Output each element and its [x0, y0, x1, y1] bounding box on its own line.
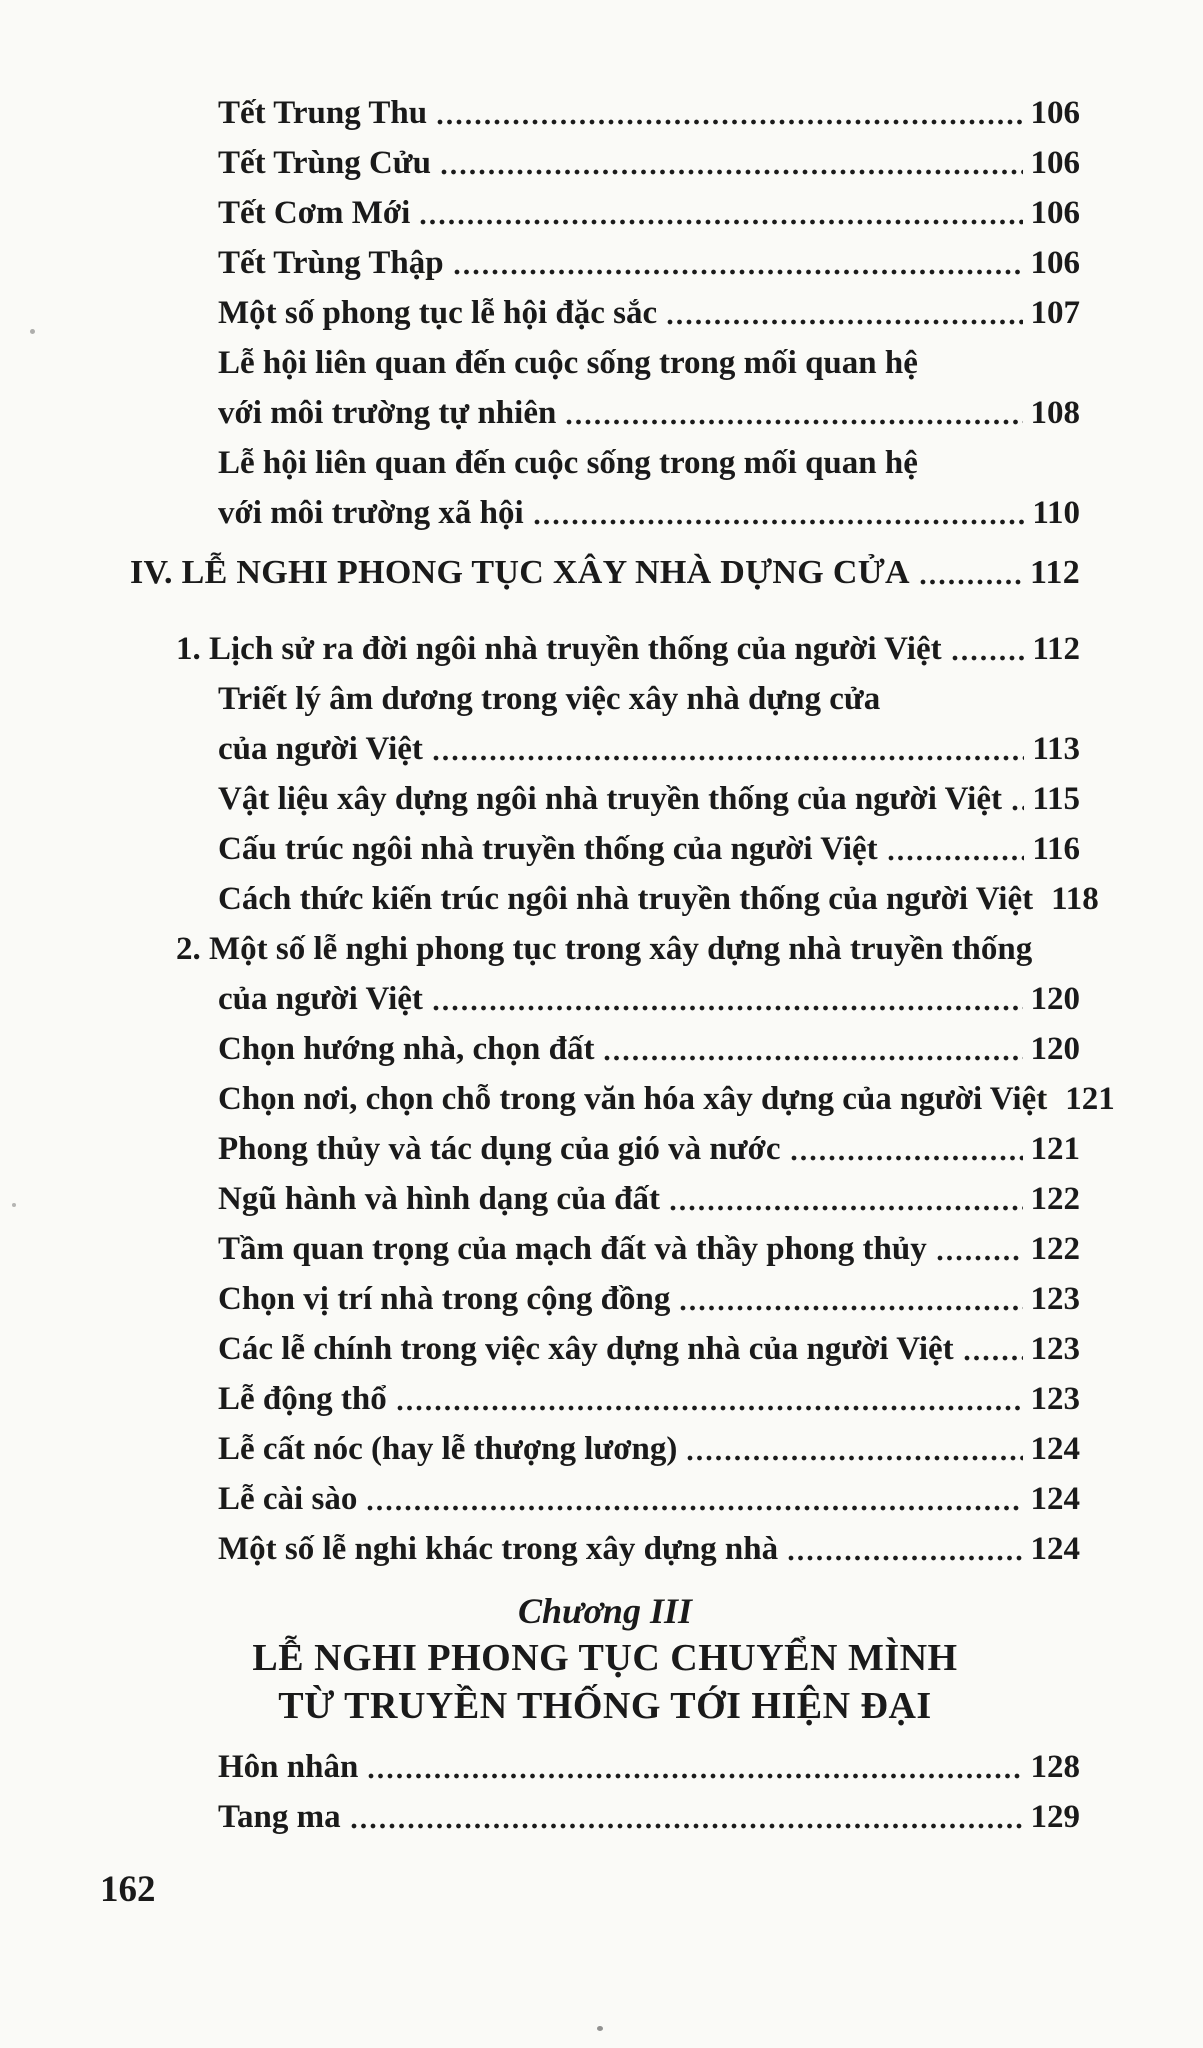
chapter-heading [130, 1588, 1080, 1730]
toc-entry-label: Vật liệu xây dựng ngôi nhà truyền thống của người Việt [218, 781, 1002, 817]
toc-entry-page: 124 [1030, 1531, 1080, 1567]
scan-speck [597, 2026, 603, 2031]
toc-entry-label: Lễ hội liên quan đến cuộc sống trong mối quan hệ [218, 345, 918, 381]
toc-entry-label: Cấu trúc ngôi nhà truyền thống của người Việt [218, 831, 878, 867]
toc-entry [218, 672, 1080, 722]
toc-entry [218, 972, 1080, 1022]
toc-entry [176, 922, 1080, 972]
toc-entry-label: Lễ động thổ [218, 1381, 387, 1417]
toc-entry-label: Tết Cơm Mới [218, 195, 411, 231]
dotted-leader [888, 855, 1025, 861]
toc-entry-page: 124 [1030, 1481, 1080, 1517]
toc-entry-page: 123 [1030, 1281, 1080, 1317]
toc-entry-page: 129 [1030, 1799, 1080, 1835]
toc-entry-label: Ngũ hành và hình dạng của đất [218, 1181, 661, 1217]
dotted-leader [397, 1405, 1023, 1411]
scan-speck [12, 1203, 16, 1207]
toc-entry [218, 822, 1080, 872]
dotted-leader [351, 1823, 1023, 1829]
toc-entry-page: 120 [1030, 1031, 1080, 1067]
toc-entry-page: 128 [1030, 1749, 1080, 1785]
dotted-leader [687, 1455, 1022, 1461]
toc-entry [218, 1122, 1080, 1172]
dotted-leader [420, 219, 1022, 225]
toc-entry-page: 115 [1032, 781, 1080, 817]
toc-entry [218, 1740, 1080, 1790]
dotted-leader [367, 1505, 1022, 1511]
dotted-leader [441, 169, 1023, 175]
toc-entry [218, 136, 1080, 186]
toc-entry-label: Lễ cất nóc (hay lễ thượng lương) [218, 1431, 678, 1467]
toc-entry [130, 546, 1080, 596]
toc-entry [218, 722, 1080, 772]
toc-entry-page: 106 [1030, 245, 1080, 281]
dotted-leader [952, 655, 1025, 661]
dotted-leader [437, 119, 1022, 125]
toc-entry [218, 1222, 1080, 1272]
chapter-title-line2: TỪ TRUYỀN THỐNG TỚI HIỆN ĐẠI [278, 1685, 932, 1727]
toc-entry [218, 486, 1080, 536]
toc-entry-page: 120 [1030, 981, 1080, 1017]
toc-entry [218, 1022, 1080, 1072]
dotted-leader [788, 1555, 1022, 1561]
dotted-leader [920, 579, 1022, 585]
toc-entry [218, 1522, 1080, 1572]
dotted-leader [667, 319, 1022, 325]
toc-entry-label: Tang ma [218, 1799, 341, 1835]
toc-entry [218, 1472, 1080, 1522]
dotted-leader [454, 269, 1023, 275]
toc-entry-label: Tết Trung Thu [218, 95, 428, 131]
dotted-leader [534, 519, 1025, 525]
toc-entry-label: của người Việt [218, 731, 423, 767]
toc-entry-label: Chọn hướng nhà, chọn đất [218, 1031, 595, 1067]
dotted-leader [604, 1055, 1022, 1061]
toc-list-after-heading [0, 1740, 1203, 1840]
toc-entry [218, 86, 1080, 136]
scan-speck [30, 329, 35, 334]
toc-entry [218, 1422, 1080, 1472]
toc-entry-page: 122 [1030, 1181, 1080, 1217]
toc-entry [218, 236, 1080, 286]
toc-entry-page: 124 [1030, 1431, 1080, 1467]
toc-entry-label: Một số lễ nghi khác trong xây dựng nhà [218, 1531, 779, 1567]
toc-entry-label: Các lễ chính trong việc xây dựng nhà của người Việt [218, 1331, 954, 1367]
dotted-leader [566, 419, 1022, 425]
toc-entry-page: 113 [1032, 731, 1080, 767]
dotted-leader [937, 1255, 1023, 1261]
toc-entry [218, 1372, 1080, 1422]
toc-entry-label: của người Việt [218, 981, 423, 1017]
toc-entry-label: Triết lý âm dương trong việc xây nhà dựng cửa [218, 681, 881, 717]
dotted-leader [1012, 805, 1024, 811]
toc-entry-label: 1. Lịch sử ra đời ngôi nhà truyền thống của người Việt [176, 631, 942, 667]
toc-entry-page: 106 [1030, 145, 1080, 181]
toc-entry-label: Cách thức kiến trúc ngôi nhà truyền thống của người Việt [218, 881, 1034, 917]
toc-entry-page: 118 [1051, 881, 1099, 917]
toc-entry-page: 121 [1030, 1131, 1080, 1167]
toc-entry [218, 772, 1080, 822]
dotted-leader [680, 1305, 1022, 1311]
chapter-kicker: Chương III [518, 1591, 692, 1631]
toc-entry-label: Hôn nhân [218, 1749, 359, 1785]
dotted-leader [791, 1155, 1023, 1161]
toc-entry-page: 122 [1030, 1231, 1080, 1267]
toc-entry-label: với môi trường xã hội [218, 495, 524, 531]
toc-entry [218, 872, 1099, 922]
toc-entry-label: Lễ cài sào [218, 1481, 358, 1517]
toc-entry-page: 123 [1030, 1331, 1080, 1367]
dotted-leader [433, 755, 1024, 761]
toc-entry-label: với môi trường tự nhiên [218, 395, 557, 431]
toc-entry [218, 386, 1080, 436]
dotted-leader [433, 1005, 1023, 1011]
toc-entry [218, 186, 1080, 236]
toc-entry [218, 1322, 1080, 1372]
toc-entry-label: Chọn vị trí nhà trong cộng đồng [218, 1281, 671, 1317]
toc-entry [218, 436, 1080, 486]
toc-entry [218, 286, 1080, 336]
toc-entry-label: 2. Một số lễ nghi phong tục trong xây dựng nhà truyền thống [176, 931, 1033, 967]
toc-entry-page: 112 [1032, 631, 1080, 667]
dotted-leader [368, 1773, 1022, 1779]
toc-entry-label: Tầm quan trọng của mạch đất và thầy phong thủy [218, 1231, 927, 1267]
toc-entry-page: 106 [1030, 195, 1080, 231]
toc-entry-label: Lễ hội liên quan đến cuộc sống trong mối quan hệ [218, 445, 918, 481]
toc-entry [218, 1072, 1115, 1122]
toc-entry [218, 1790, 1080, 1840]
dotted-leader [964, 1355, 1023, 1361]
toc-entry-label: Tết Trùng Thập [218, 245, 444, 281]
toc-entry-page: 123 [1030, 1381, 1080, 1417]
chapter-title-line1: LỄ NGHI PHONG TỤC CHUYỂN MÌNH [252, 1637, 958, 1679]
toc-entry-label: Chọn nơi, chọn chỗ trong văn hóa xây dựng của người Việt [218, 1081, 1048, 1117]
toc-entry [218, 1172, 1080, 1222]
toc-entry-page: 110 [1032, 495, 1080, 531]
toc-entry-page: 121 [1065, 1081, 1115, 1117]
toc-entry-page: 106 [1030, 95, 1080, 131]
toc-entry [218, 336, 1080, 386]
toc-entry-page: 116 [1032, 831, 1080, 867]
toc-entry-label: Tết Trùng Cửu [218, 145, 431, 181]
toc-entry-label: Một số phong tục lễ hội đặc sắc [218, 295, 658, 331]
toc-entry-label: Phong thủy và tác dụng của gió và nước [218, 1131, 781, 1167]
toc-entry-page: 107 [1030, 295, 1080, 331]
toc-entry-page: 112 [1029, 554, 1080, 591]
toc-entry [218, 1272, 1080, 1322]
toc-entry [176, 622, 1080, 672]
dotted-leader [670, 1205, 1022, 1211]
toc-entry-label: IV. LỄ NGHI PHONG TỤC XÂY NHÀ DỰNG CỬA [130, 554, 910, 591]
toc-entry-page: 108 [1030, 395, 1080, 431]
page-number-folio: 162 [100, 1869, 156, 1910]
